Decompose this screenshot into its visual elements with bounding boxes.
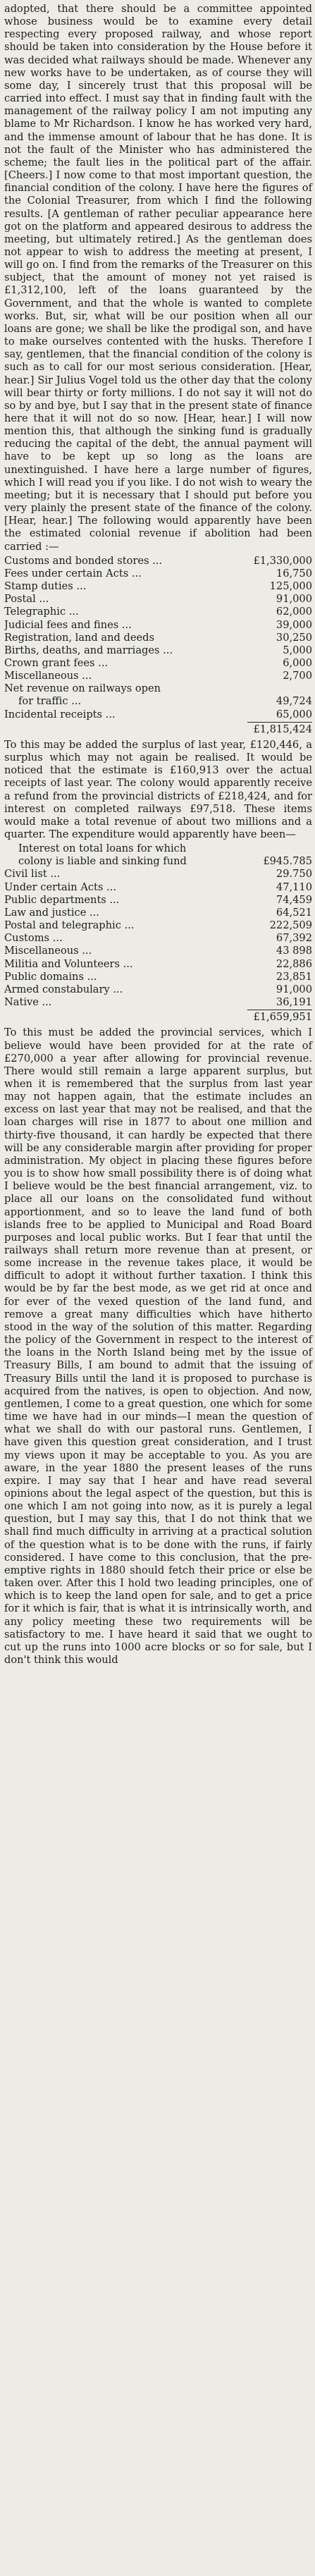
revenue-label: Net revenue on railways open xyxy=(4,682,161,695)
closing-paragraph: To this must be added the provincial services, which I believe would have been provided for at the rate of £270,000 a year after allowing for provincial revenue. There would still remain a large apparent surplus, but when it is remembered that the surplus from last year may not happen again, that the estimate includes an excess on last year that may not be realised, and that the loan charges will rise in 1877 to about one million and thirty-five thousand, it can hardly be expected that there will be any considerable margin after providing for proper administration. My object in placing these figures before you is to show how small possibility there is of doing what I believe would be the best financial arrangement, viz. to place all our loans on the consolidated fund without apportionment, and so to leave the land fund of both islands free to be applied to Municipal and Road Board purposes and local public works. But I fear that until the railways shall return more revenue than at present, or some increase in the revenue takes place, it would be difficult to adopt it without further taxation. I think this would be by far the best mode, as we get rid at once and for ever of the vexed question of the land fund, and remove a great many difficulties which have hitherto stood in the way of the solution of this matter. Regarding the policy of the Government in respect to the interest of the loans in the North Island being met by the issue of Treasury Bills, I am bound to admit that the issuing of Treasury Bills until the land it is proposed to purchase is acquired from the natives, is open to objection. And now, gentlemen, I come to a great question, one which for some time we have had in our minds—I mean the question of what we shall do with our pastoral runs. Gentlemen, I have given this question great consideration, and I trust my views upon it may be acceptable to you. As you are aware, in the year 1880 the present leases of the runs expire. I may say that I hear and have read several opinions about the legal aspect of the question, but this is one which I am not going into now, as it is purely a legal question, but I may say this, that I do not think that we shall find much difficulty in arriving at a practical solution of the question what is to be done with the runs, if fairly considered. I have come to this conclusion, that the pre-emptive rights in 1880 should fetch their price or else be taken over. After this I hold two leading principles, one of which is to keep the land open for sale, and to get a price for it which is fair, that is what it is intrinsically worth, and any policy meeting these two requirements will be satisfactory to me. I have heard it said that we ought to cut up the runs into 1000 acre blocks or so for sale, but I don't think this would xyxy=(4,1026,312,1666)
revenue-table xyxy=(4,555,312,736)
expenditure-value: 43 898 xyxy=(276,945,312,957)
revenue-label: Births, deaths, and marriages ... xyxy=(4,644,173,656)
expenditure-label: Law and justice ... xyxy=(4,906,99,919)
revenue-value: £1,330,000 xyxy=(253,554,312,567)
expenditure-row xyxy=(4,881,312,894)
revenue-row xyxy=(4,632,312,644)
revenue-label: Telegraphic ... xyxy=(4,606,79,618)
expenditure-label: colony is liable and sinking fund xyxy=(18,855,187,868)
sum-rule xyxy=(247,722,312,723)
revenue-label: Customs and bonded stores ... xyxy=(4,554,163,567)
expenditure-row xyxy=(4,868,312,881)
expenditure-row xyxy=(4,907,312,919)
revenue-value: 5,000 xyxy=(283,644,312,656)
revenue-label: for traffic ... xyxy=(18,695,82,708)
revenue-row xyxy=(4,606,312,618)
expenditure-value: 74,459 xyxy=(276,893,312,906)
revenue-value: 125,000 xyxy=(269,580,312,593)
revenue-value: 16,750 xyxy=(276,567,312,579)
revenue-value: 65,000 xyxy=(276,708,312,720)
revenue-label: Miscellaneous ... xyxy=(4,670,92,682)
expenditure-row xyxy=(4,971,312,983)
expenditure-row xyxy=(4,894,312,907)
expenditure-heading xyxy=(4,842,312,855)
expenditure-value: 67,392 xyxy=(276,932,312,945)
expenditure-label: Civil list ... xyxy=(4,868,61,881)
expenditure-value: £945.785 xyxy=(263,855,312,868)
revenue-row xyxy=(4,593,312,606)
revenue-label: Judicial fees and fines ... xyxy=(4,618,132,631)
expenditure-value: 47,110 xyxy=(276,881,312,893)
revenue-row xyxy=(4,670,312,682)
expenditure-label: Native ... xyxy=(4,996,52,1009)
expenditure-value: 64,521 xyxy=(276,906,312,919)
revenue-label: Fees under certain Acts ... xyxy=(4,567,142,579)
expenditure-row xyxy=(4,932,312,945)
expenditure-row xyxy=(4,919,312,932)
expenditure-label: Armed constabulary ... xyxy=(4,983,123,995)
expenditure-table xyxy=(4,842,312,1024)
revenue-row xyxy=(4,555,312,568)
expenditure-row xyxy=(4,958,312,971)
expenditure-label: Under certain Acts ... xyxy=(4,881,116,893)
revenue-value: 39,000 xyxy=(276,618,312,631)
revenue-row xyxy=(4,709,312,721)
revenue-label: Postal ... xyxy=(4,593,49,606)
expenditure-row xyxy=(4,945,312,957)
expenditure-row xyxy=(4,983,312,996)
intro-paragraph: adopted, that there should be a committee appointed whose business would be to examine every detail respecting every proposed railway, and whose report should be taken into consideration by the House before it was decided what railways should be made. Whenever any new works have to be undertaken, as of course they will some day, I sincerely trust that this proposal will be carried into effect. I must say that in finding fault with the management of the railway policy I am not imputing any blame to Mr Richardson. I know he has worked very hard, and the immense amount of labour that he has done. It is not the fault of the Minister who has administered the scheme; the fault lies in the political part of the affair. [Cheers.] I now come to that most important question, the financial condition of the colony. I have here the figures of the Colonial Treasurer, from which I find the following results. [A gentleman of rather peculiar appearance here got on the platform and appeared desirous to address the meeting, but ultimately retired.] As the gentleman does not appear to wish to address the meeting at present, I will go on. I find from the remarks of the Treasurer on this subject, that the amount of money not yet raised is £1,312,100, left of the loans guaranteed by the Government, and that the whole is wanted to complete works. But, sir, what will be our position when all our loans are gone; we shall be like the prodigal son, and have to make ourselves contented with the husks. Therefore I say, gentlemen, that the financial condition of the colony is such as to call for our most serious consideration. [Hear, hear.] Sir Julius Vogel told us the other day that the colony will bear thirty or forty millions. I do not say it will not do so by and bye, but I say that in the present state of finance here that it will not do so now. [Hear, hear.] I will now mention this, that although the sinking fund is gradually reducing the capital of the debt, the annual payment will have to be kept up so long as the loans are unextinguished. I have here a large number of figures, which I will read you if you like. I do not wish to weary the meeting; but it is necessary that I should put before you very plainly the present state of the finance of the colony. [Hear, hear.] The following would apparently have been the estimated colonial revenue if abolition had been carried :— xyxy=(4,3,312,553)
expenditure-label: Customs ... xyxy=(4,932,63,945)
expenditure-row xyxy=(4,996,312,1009)
expenditure-value: 222,509 xyxy=(269,919,312,932)
revenue-row xyxy=(4,580,312,593)
expenditure-label: Public domains ... xyxy=(4,970,97,983)
expenditure-label: Miscellaneous ... xyxy=(4,945,92,957)
revenue-row xyxy=(4,682,312,695)
expenditure-label: Public departments ... xyxy=(4,893,120,906)
revenue-value: 6,000 xyxy=(283,656,312,669)
revenue-value: 91,000 xyxy=(276,593,312,606)
revenue-label: Crown grant fees ... xyxy=(4,656,109,669)
expenditure-heading-label: Interest on total loans for which xyxy=(18,842,187,855)
revenue-value: 62,000 xyxy=(276,606,312,618)
expenditure-row xyxy=(4,855,312,868)
revenue-value: 49,724 xyxy=(276,695,312,708)
revenue-row xyxy=(4,657,312,670)
revenue-value: 30,250 xyxy=(276,631,312,644)
revenue-total: £1,815,424 xyxy=(253,723,312,735)
revenue-row xyxy=(4,568,312,580)
revenue-row xyxy=(4,644,312,657)
expenditure-total: £1,659,951 xyxy=(253,1011,312,1024)
revenue-row xyxy=(4,619,312,632)
expenditure-value: 36,191 xyxy=(276,996,312,1009)
expenditure-value: 91,000 xyxy=(276,983,312,995)
revenue-label: Registration, land and deeds xyxy=(4,631,154,644)
expenditure-label: Postal and telegraphic ... xyxy=(4,919,135,932)
revenue-label: Stamp duties ... xyxy=(4,580,87,593)
revenue-row xyxy=(4,695,312,708)
expenditure-value: 29.750 xyxy=(276,868,312,881)
expenditure-value: 23,851 xyxy=(276,970,312,983)
revenue-label: Incidental receipts ... xyxy=(4,708,116,720)
expenditure-label: Militia and Volunteers ... xyxy=(4,957,133,970)
expenditure-value: 22,886 xyxy=(276,957,312,970)
middle-paragraph: To this may be added the surplus of last year, £120,446, a surplus which may not again be realised. It would be noticed that the estimate is £160,913 over the actual receipts of last year. The colony would apparently receive a refund from the provincial districts of £218,424, and for interest on completed railways £97,518. These items would make a total revenue of about two millions and a quarter. The expenditure would apparently have been— xyxy=(4,738,312,840)
revenue-value: 2,700 xyxy=(283,670,312,682)
